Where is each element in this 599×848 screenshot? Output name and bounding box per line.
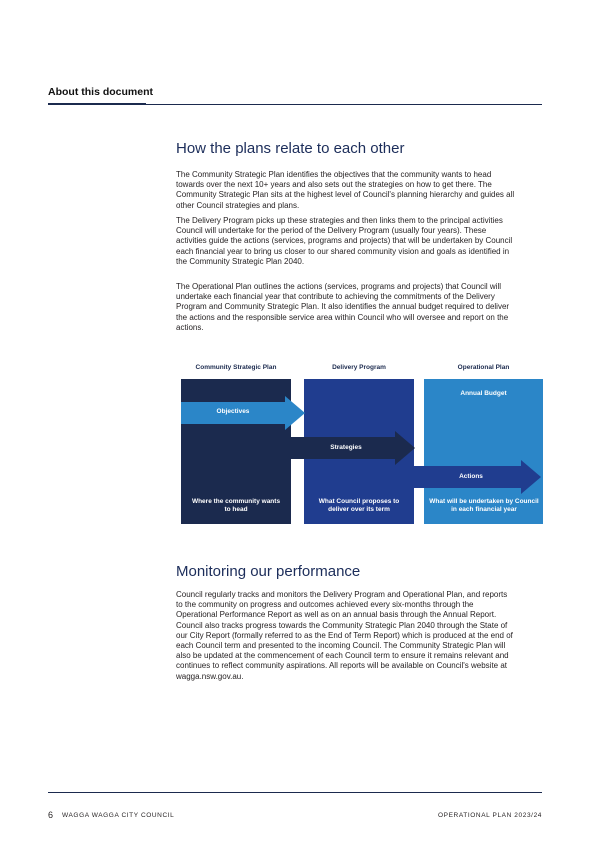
section-rule bbox=[48, 104, 542, 105]
strategies-label: Strategies bbox=[330, 444, 362, 451]
plans-paragraph-3: The Operational Plan outlines the actions (services, programs and projects) that Council will undertake each financial year that contribute to achieving the commitments of the Delivery Program and Community Strategic Plan. It also identifies the annual budget required to deliver the actions and the responsible service area within Council who will oversee and report on the actions. bbox=[176, 282, 510, 332]
column-heading-csp: Community Strategic Plan bbox=[195, 364, 277, 371]
actions-label: Actions bbox=[459, 473, 483, 480]
column-footer-delivery: What Council proposes to deliver over its term bbox=[318, 498, 400, 513]
page-number: 6 bbox=[48, 810, 54, 820]
plans-paragraph-2: The Delivery Program picks up these strategies and then links them to the principal activities Council will undertake for the period of the Delivery Program (usually four years). These activities guide the actions (services, programs and projects) that will be undertaken by Council each financial year to bring us closer to our shared community vision and goals as identified in the Community Strategic Plan 2040. bbox=[176, 216, 513, 266]
plans-heading: How the plans relate to each other bbox=[176, 140, 405, 157]
plans-diagram bbox=[181, 364, 543, 524]
column-footer-operational: What will be undertaken by Council in each financial year bbox=[429, 498, 539, 513]
column-heading-operational: Operational Plan bbox=[457, 364, 510, 371]
objectives-label: Objectives bbox=[216, 408, 250, 415]
footer-organization: WAGGA WAGGA CITY COUNCIL bbox=[62, 812, 175, 819]
footer-document-title: OPERATIONAL PLAN 2023/24 bbox=[438, 812, 542, 819]
section-label: About this document bbox=[48, 86, 153, 98]
column-heading-delivery: Delivery Program bbox=[332, 364, 386, 371]
annual-budget-label: Annual Budget bbox=[460, 390, 507, 397]
monitor-heading: Monitoring our performance bbox=[176, 563, 361, 580]
monitor-paragraph: Council regularly tracks and monitors the Delivery Program and Operational Plan, and reports to the community on progress and outcomes achieved every six-months through the Operational Performance Report as well as on an annual basis through the Annual Report. Council also tracks progress towards the Community Strategic Plan 2040 through the State of our City Report (formally referred to as the End of Term Report) which is produced at the end of each Council term and presented to the incoming Council. The Community Strategic Plan will also be updated at the commencement of each Council term to ensure it remains relevant and continues to reflect community aspirations. All reports will be available on Council's website at wagga.nsw.gov.au. bbox=[176, 590, 513, 681]
footer-rule bbox=[48, 792, 542, 793]
column-footer-csp: Where the community wants to head bbox=[191, 498, 281, 513]
plans-paragraph-1: The Community Strategic Plan identifies the objectives that the community wants to head towards over the next 10+ years and also sets out the strategies on how to get there. The Community Strategic Plan sits at the highest level of Council's planning hierarchy and guides all other Council strategies and plans. bbox=[176, 170, 515, 210]
